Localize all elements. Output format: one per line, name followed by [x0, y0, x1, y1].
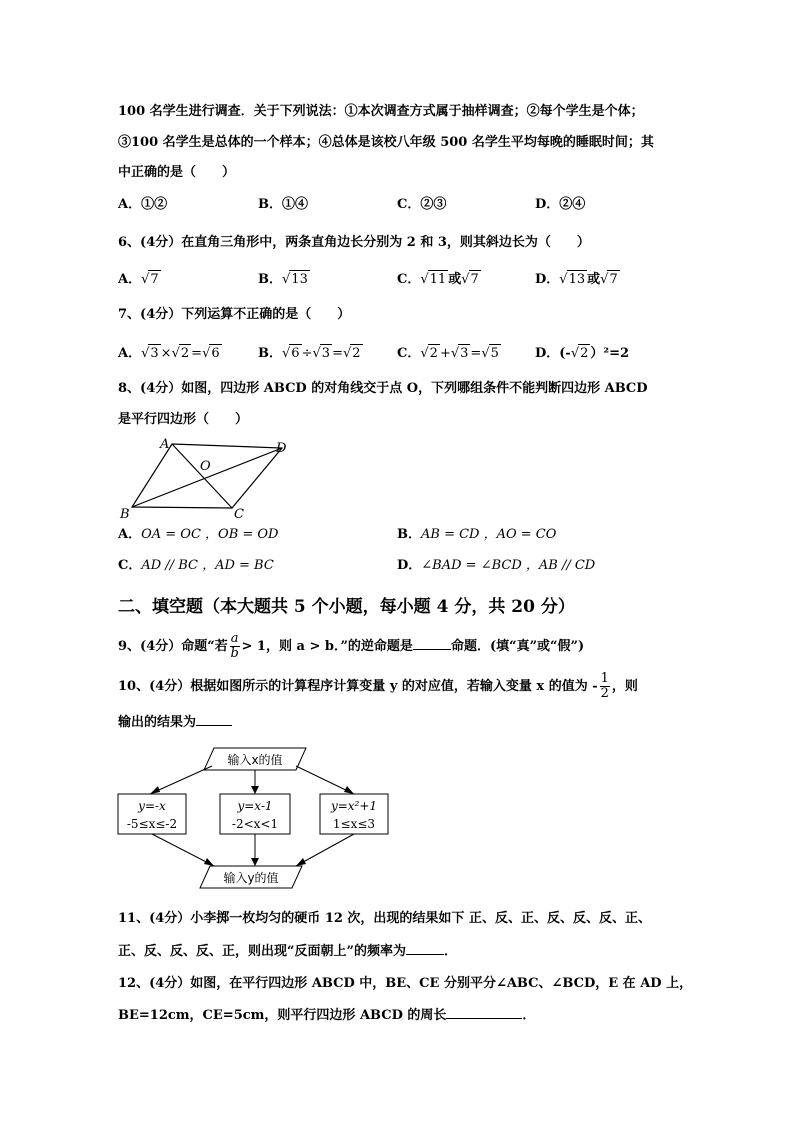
flow-merge-left [152, 834, 214, 866]
flow-box-1-line2: -5≤x≤-2 [126, 817, 178, 831]
vertex-label-a: A [160, 437, 170, 452]
q5-line2: ③100 名学生是总体的一个样本；④总体是该校八年级 500 名学生平均每晚的睡眠时间；其 [118, 135, 654, 150]
q7-option-d [535, 344, 629, 363]
q11-line1: 11、(4分）小李掷一枚均匀的硬币 12 次，出现的结果如下 正、反、正、反、反、反、正、 [118, 911, 651, 926]
radical-icon: √ [342, 346, 352, 361]
q10-answer-blank[interactable] [196, 713, 232, 726]
q10-fraction [600, 672, 610, 701]
flow-output-text: 输入y的值 [223, 871, 279, 885]
q7-stem: 7、(4分）下列运算不正确的是（ ） [118, 307, 351, 322]
q7-a-r2: 2 [180, 346, 190, 361]
q12-line2-pre: BE=12cm，CE=5cm，则平行四边形 ABCD 的周长 [118, 1008, 447, 1023]
radical-icon: √ [461, 272, 470, 287]
flow-merge-right [296, 834, 354, 866]
point-label-o: O [200, 459, 211, 474]
arrowhead-icon [251, 786, 259, 794]
q7-b-eq: = [332, 346, 343, 361]
radical-icon: √ [450, 346, 460, 361]
q10-frac-den: 2 [600, 686, 609, 701]
section-title: 二、填空题（本大题共 5 个小题，每小题 4 分，共 20 分） [118, 597, 575, 617]
radical-icon: √ [282, 272, 291, 287]
q7-a-label: A． [118, 346, 142, 361]
arrowhead-icon [296, 858, 306, 866]
flowchart [116, 742, 392, 894]
q7-d-label: D． [535, 346, 560, 361]
q6-c-radicand-1: 11 [429, 272, 447, 287]
q6-a-radicand: 7 [150, 272, 159, 287]
q11-answer-blank[interactable] [406, 942, 444, 955]
flow-box-1-line1: y=-x [138, 799, 166, 813]
q6-a-label: A． [118, 272, 142, 287]
q12-line2 [118, 1006, 535, 1025]
q6-option-a [118, 270, 161, 289]
q8-c-text: AD // BC ，AD = BC [141, 558, 274, 573]
q6-option-b [258, 270, 310, 289]
q8-option-a [118, 526, 278, 544]
q7-option-b [258, 344, 363, 363]
q6-d-or: 或 [587, 272, 601, 287]
q5-option-d: D．②④ [535, 197, 586, 212]
q6-b-radicand: 13 [291, 272, 308, 287]
q10-line1-pre: 10、(4分）根据如图所示的计算程序计算变量 y 的对应值，若输入变量 x 的值为 - [118, 679, 598, 694]
radical-icon: √ [171, 346, 180, 361]
q12-line1: 12、(4分）如图，在平行四边形 ABCD 中，BE、CE 分别平分∠ABC、∠BCD，E 在 AD 上， [118, 976, 693, 991]
q6-b-label: B． [258, 272, 282, 287]
q8-c-label: C． [118, 558, 142, 573]
q9-fraction [230, 632, 240, 661]
q8-line2: 是平行四边形（ ） [118, 412, 249, 427]
q7-a-eq: = [191, 346, 203, 361]
q8-d-label: D． [397, 558, 422, 573]
q7-c-eq: = [470, 346, 482, 361]
q7-c-label: C． [397, 346, 421, 361]
q9-mid: > 1，则 a > b．”的逆命题是 [241, 639, 413, 654]
radical-icon: √ [420, 272, 429, 287]
q8-d-text: ∠BAD = ∠BCD ，AB // CD [421, 558, 596, 573]
q5-line3: 中正确的是（ ） [118, 165, 236, 180]
q9-frac-den: b [230, 646, 239, 661]
q6-option-c [397, 270, 481, 289]
radical-icon: √ [481, 346, 490, 361]
q8-option-b [397, 526, 556, 544]
q11-line2-pre: 正、反、反、反、正，则出现“反面朝上”的频率为 [118, 944, 406, 959]
vertex-label-b: B [120, 507, 130, 522]
q10-line1-post: ，则 [611, 679, 638, 694]
arrowhead-icon [150, 786, 160, 794]
q8-option-d [397, 557, 595, 575]
q7-d-r1: 2 [580, 346, 589, 361]
flow-box-2-line2: -2<x<1 [231, 817, 279, 831]
q10-frac-num: 1 [600, 671, 609, 686]
q6-stem: 6、(4分）在直角三角形中，两条直角边长分别为 2 和 3，则其斜边长为（ ） [118, 235, 590, 250]
diagonal-bd [132, 448, 282, 507]
q7-option-a [118, 344, 222, 363]
q7-a-r3: 6 [211, 346, 220, 361]
q8-option-c [118, 557, 274, 575]
flow-box-2-line1: y=x-1 [237, 799, 273, 813]
flow-box-3-line1: y=x²+1 [330, 799, 378, 813]
q9-post: 命题．(填“真”或“假”) [450, 639, 585, 654]
q7-c-r2: 3 [460, 346, 469, 361]
q11-line2-post: ． [443, 944, 457, 959]
flow-box-3-line2: 1≤x≤3 [332, 817, 376, 831]
q11-line2 [118, 942, 457, 961]
q9-line [118, 632, 584, 662]
radical-icon: √ [202, 346, 211, 361]
arrowhead-icon [204, 858, 214, 866]
q6-c-label: C． [397, 272, 421, 287]
q7-c-r3: 5 [490, 346, 499, 361]
q7-b-r1: 6 [291, 346, 300, 361]
q8-b-text: AB = CD ，AO = CO [421, 527, 557, 542]
radical-icon: √ [282, 346, 291, 361]
q12-answer-blank[interactable] [446, 1006, 522, 1019]
radical-icon: √ [600, 272, 609, 287]
q10-line2 [118, 713, 232, 732]
radical-icon: √ [141, 272, 150, 287]
radical-icon: √ [559, 272, 568, 287]
q7-a-r1: 3 [150, 346, 159, 361]
q10-line2-text: 输出的结果为 [118, 715, 197, 730]
q7-d-pre: (- [559, 346, 571, 361]
q6-d-radicand-2: 7 [609, 272, 618, 287]
q9-pre: 9、(4分）命题“若 [118, 639, 228, 654]
q6-option-d [535, 270, 620, 289]
arrowhead-icon [251, 858, 259, 866]
q6-c-or: 或 [448, 272, 462, 287]
q7-b-r3: 2 [352, 346, 361, 361]
q6-d-radicand-1: 13 [568, 272, 586, 287]
q5-option-c: C．②③ [397, 197, 447, 212]
q5-option-b: B．①④ [258, 197, 308, 212]
radical-icon: √ [312, 346, 321, 361]
diagonal-ac [172, 444, 232, 508]
q9-frac-num: a [230, 631, 239, 646]
q5-option-a: A．①② [118, 197, 168, 212]
q6-d-label: D． [535, 272, 560, 287]
q7-b-op: ÷ [301, 346, 313, 361]
vertex-label-c: C [234, 507, 244, 522]
q8-a-label: A． [118, 527, 142, 542]
q5-line1: 100 名学生进行调查．关于下列说法：①本次调查方式属于抽样调查；②每个学生是个体； [118, 104, 644, 119]
q8-a-text: OA = OC ，OB = OD [141, 527, 279, 542]
radical-icon: √ [420, 346, 429, 361]
radical-icon: √ [141, 346, 150, 361]
q7-c-r1: 2 [429, 346, 438, 361]
q7-b-r2: 3 [321, 346, 331, 361]
q8-b-label: B． [397, 527, 421, 542]
q6-c-radicand-2: 7 [470, 272, 479, 287]
flow-input-text: 输入x的值 [227, 753, 283, 767]
radical-icon: √ [570, 346, 580, 361]
q7-a-op: × [160, 346, 172, 361]
q12-line2-post: ． [522, 1008, 536, 1023]
q10-line1 [118, 672, 638, 702]
q7-d-post: ）²=2 [590, 346, 630, 361]
vertex-label-d: D [276, 441, 287, 456]
parallelogram-figure [118, 434, 298, 522]
q8-line1: 8、(4分）如图，四边形 ABCD 的对角线交于点 O，下列哪组条件不能判断四边形 ABCD [118, 381, 648, 396]
arrowhead-icon [344, 786, 354, 794]
q7-option-c [397, 344, 501, 363]
q7-b-label: B． [258, 346, 282, 361]
flow-arrow-left [150, 766, 212, 794]
q9-answer-blank[interactable] [413, 637, 451, 650]
q7-c-op: + [439, 346, 451, 361]
